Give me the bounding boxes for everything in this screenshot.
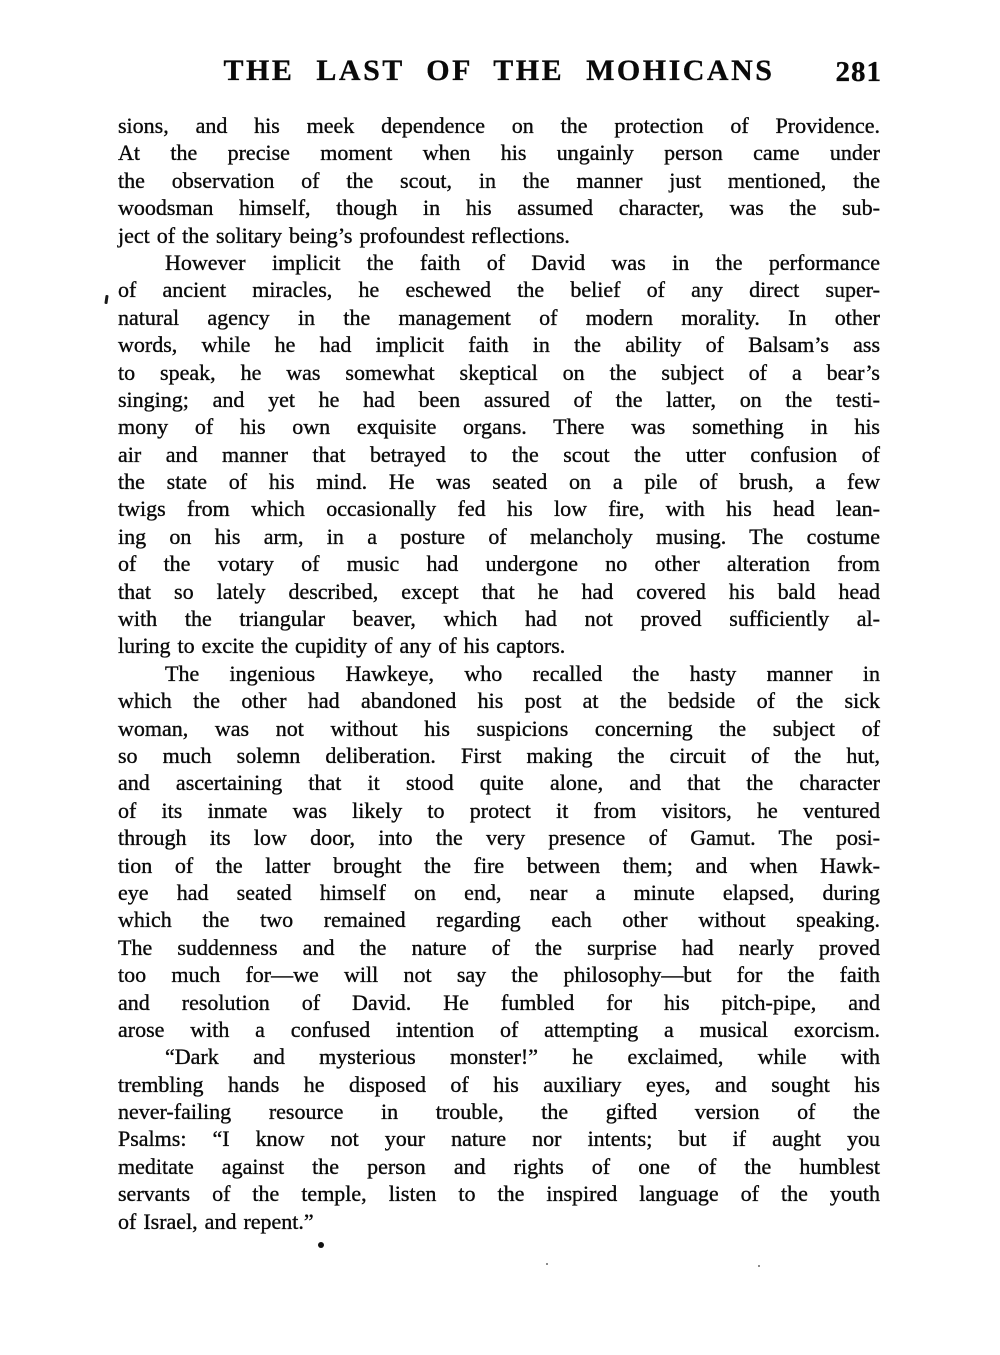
text-line: which the two remained regarding each other without speaking. — [118, 907, 880, 933]
text-line: servants of the temple, listen to the inspired language of the youth — [118, 1181, 880, 1207]
text-line: which the other had abandoned his post at the bedside of the sick — [118, 688, 880, 714]
text-line: too much for—we will not say the philosophy—but for the faith — [118, 962, 880, 988]
text-line: words, while he had implicit faith in the ability of Balsam’s ass — [118, 332, 880, 358]
text-line: eye had seated himself on end, near a minute elapsed, during — [118, 879, 880, 905]
text-line: However implicit the faith of David was in the performance — [165, 249, 880, 275]
text-line: The suddenness and the nature of the surprise had nearly proved — [118, 934, 880, 960]
text-block — [118, 112, 880, 1235]
paragraph — [118, 249, 880, 660]
text-line: woodsman himself, though in his assumed character, was the sub- — [118, 195, 880, 221]
text-line: luring to excite the cupidity of any of his captors. — [118, 633, 566, 659]
paragraph — [118, 112, 880, 249]
text-line: never-failing resource in trouble, the gifted version of the — [118, 1099, 880, 1125]
text-line: natural agency in the management of modern morality. In other — [118, 304, 880, 330]
margin-ink-tick — [104, 295, 108, 304]
text-line: trembling hands he disposed of his auxiliary eyes, and sought his — [118, 1071, 880, 1097]
text-line: that so lately described, except that he had covered his bald head — [118, 578, 880, 604]
text-line: singing; and yet he had been assured of the latter, on the testi- — [118, 386, 880, 412]
text-line: Psalms: “I know not your nature nor intents; but if aught you — [118, 1126, 880, 1152]
page-number: 281 — [835, 56, 882, 88]
text-line: to speak, he was somewhat skeptical on the subject of a bear’s — [118, 359, 880, 385]
text-line: At the precise moment when his ungainly person came under — [118, 140, 880, 166]
text-line: ing on his arm, in a posture of melancholy musing. The costume — [118, 523, 880, 549]
page-header — [118, 56, 880, 88]
text-line: The ingenious Hawkeye, who recalled the hasty manner in — [165, 660, 880, 686]
scan-speck — [758, 1265, 760, 1267]
text-line: with the triangular beaver, which had not proved sufficiently al- — [118, 606, 880, 632]
text-line: “Dark and mysterious monster!” he exclaimed, while with — [165, 1044, 880, 1070]
paragraph — [118, 660, 880, 1043]
text-line: through its low door, into the very presence of Gamut. The posi- — [118, 825, 880, 851]
text-line: and resolution of David. He fumbled for his pitch-pipe, and — [118, 989, 880, 1015]
text-line: ject of the solitary being’s profoundest reflections. — [118, 222, 570, 248]
text-line: of ancient miracles, he eschewed the belief of any direct super- — [118, 277, 880, 303]
text-line: tion of the latter brought the fire between them; and when Hawk- — [118, 852, 880, 878]
text-line: sions, and his meek dependence on the protection of Providence. — [118, 113, 880, 138]
text-line: air and manner that betrayed to the scout the utter confusion of — [118, 441, 880, 467]
text-line: the state of his mind. He was seated on a pile of brush, a few — [118, 469, 880, 495]
text-line: and ascertaining that it stood quite alone, and that the character — [118, 770, 880, 796]
text-line: of Israel, and repent.” — [118, 1208, 314, 1234]
scan-speck — [546, 1263, 548, 1265]
text-line: woman, was not without his suspicions concerning the subject of — [118, 715, 880, 741]
text-line: so much solemn deliberation. First making the circuit of the hut, — [118, 742, 880, 768]
text-line: of the votary of music had undergone no other alteration from — [118, 551, 880, 577]
text-line: mony of his own exquisite organs. There was something in his — [118, 414, 880, 440]
text-line: twigs from which occasionally fed his low fire, with his head lean- — [118, 496, 880, 522]
paragraph — [118, 1043, 880, 1235]
text-line: meditate against the person and rights of one of the humblest — [118, 1153, 880, 1179]
text-line: of its inmate was likely to protect it from visitors, he ventured — [118, 797, 880, 823]
text-line: the observation of the scout, in the manner just mentioned, the — [118, 167, 880, 193]
page-title: THE LAST OF THE MOHICANS — [223, 54, 775, 87]
text-line: arose with a confused intention of attempting a musical exorcism. — [118, 1016, 880, 1042]
scan-speck — [318, 1242, 324, 1248]
